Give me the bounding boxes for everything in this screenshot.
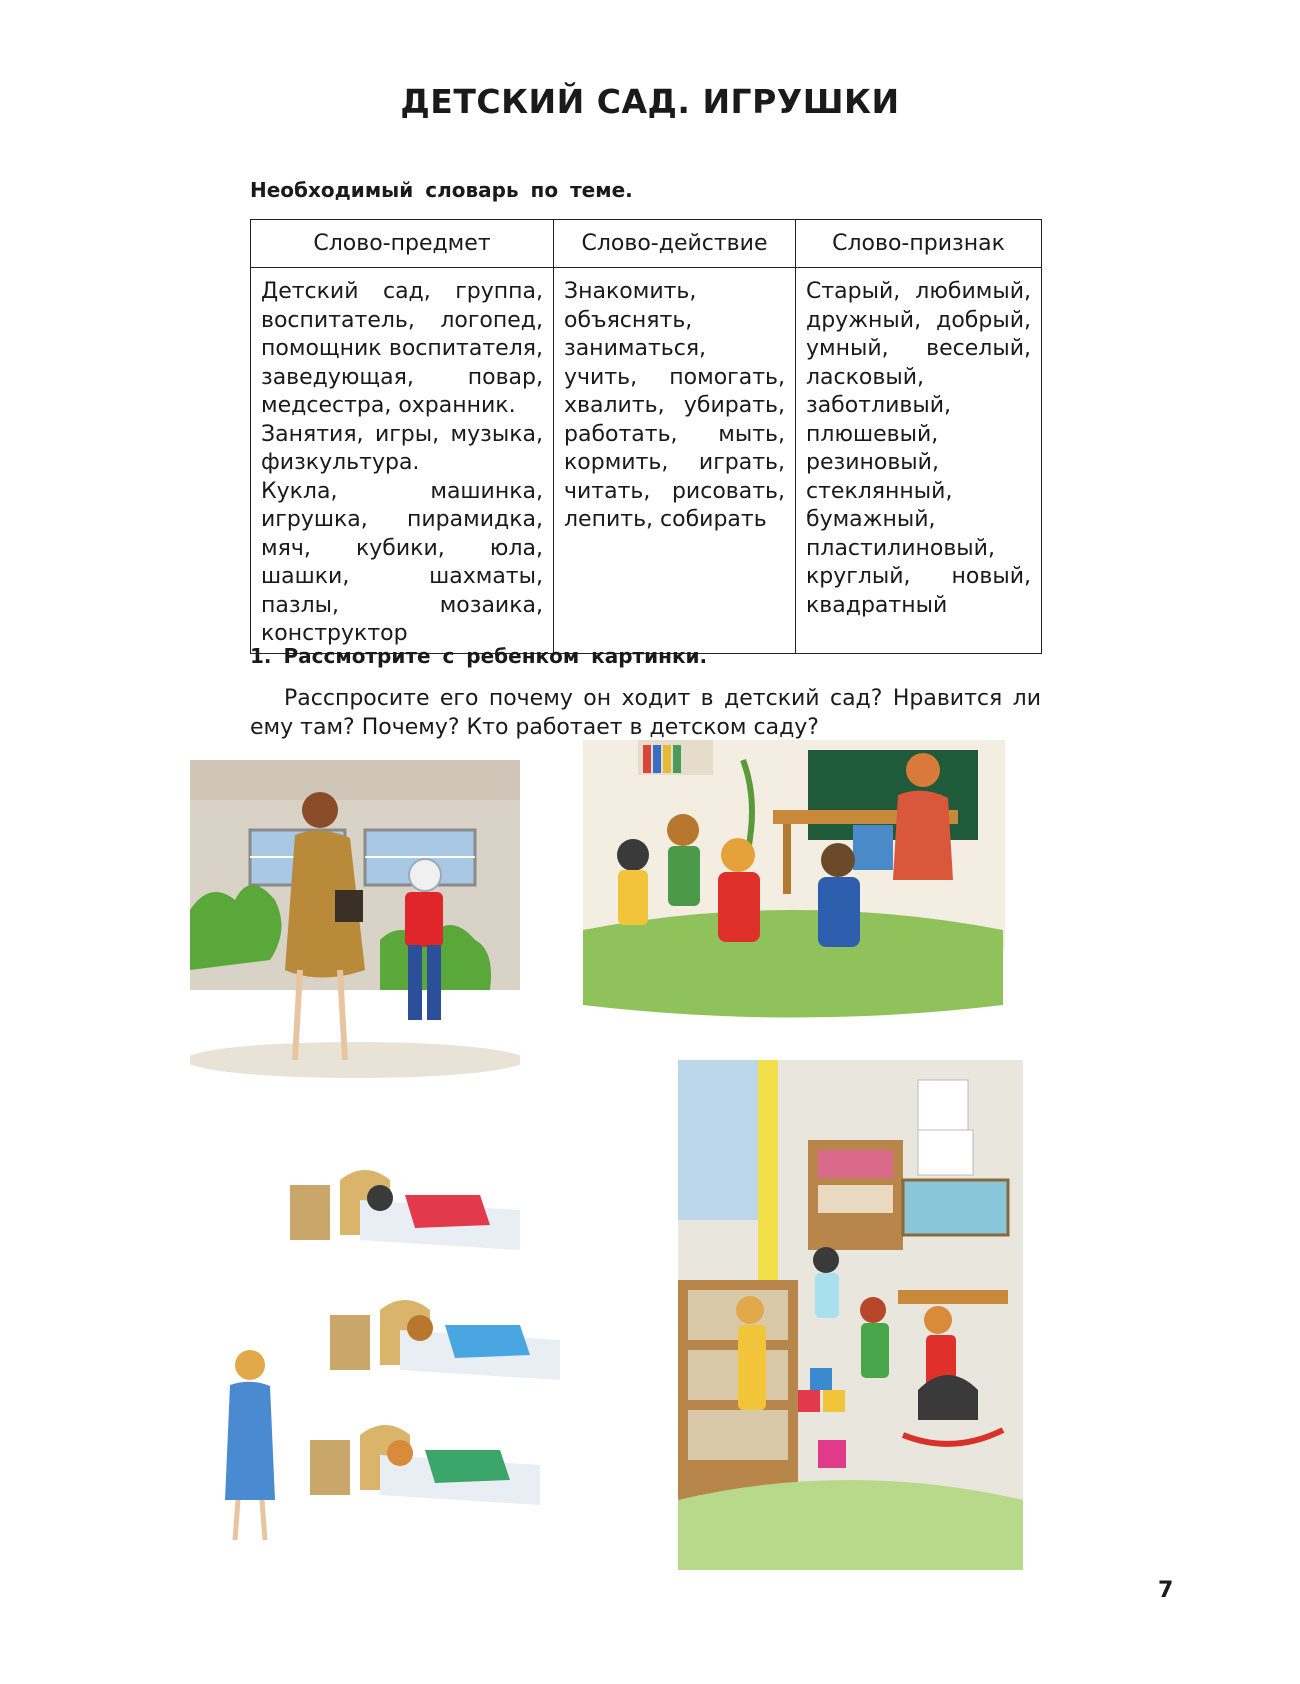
task-text: Расспросите его почему он ходит в детский сад? Нравится ли ему там? Почему? Кто работает в детском саду? [250,686,1041,740]
illustration-teacher-reading [583,740,1005,1025]
vocab-column-header: Слово-действие [554,220,796,268]
vocab-adjectives: Старый, любимый, дружный, добрый, умный, веселый, ласковый, заботливый, плюшевый, резиновый, стеклянный, бумажный, пластилиновый, круглый, новый, квадратный [806,279,1031,618]
vocab-cell-verbs [554,268,796,654]
vocab-heading: Необходимый словарь по теме. [250,178,633,202]
vocab-nouns-people: Детский сад, группа, воспитатель, логопед, помощник воспитателя, заведующая, повар, медсестра, охранник. [261,279,543,418]
vocab-verbs: Знакомить, объяснять, заниматься, учить, помогать, хвалить, убирать, работать, мыть, кормить, играть, читать, рисовать, лепить, собирать [564,279,785,532]
task-heading: 1. Рассмотрите с ребенком картинки. [250,644,708,668]
vocab-body-row [251,268,1042,654]
vocab-nouns-toys: Кукла, машинка, игрушка, пирамидка, мяч, кубики, юла, шашки, шахматы, пазлы, мозаика, конструктор [261,478,543,646]
vocab-cell-nouns [251,268,554,654]
page-number: 7 [1158,1578,1174,1603]
illustration-nap-time [190,1140,590,1560]
vocab-column-header: Слово-признак [796,220,1042,268]
page-title: ДЕТСКИЙ САД. ИГРУШКИ [400,82,900,121]
vocab-nouns-activities: Занятия, игры, музыка, физкультура. [261,421,543,475]
illustration-playroom [678,1060,1023,1570]
illustration-going-to-kindergarten [190,760,520,1090]
vocab-table [250,219,1042,654]
vocab-column-header: Слово-предмет [251,220,554,268]
vocab-cell-adjectives [796,268,1042,654]
vocab-header-row [251,220,1042,268]
